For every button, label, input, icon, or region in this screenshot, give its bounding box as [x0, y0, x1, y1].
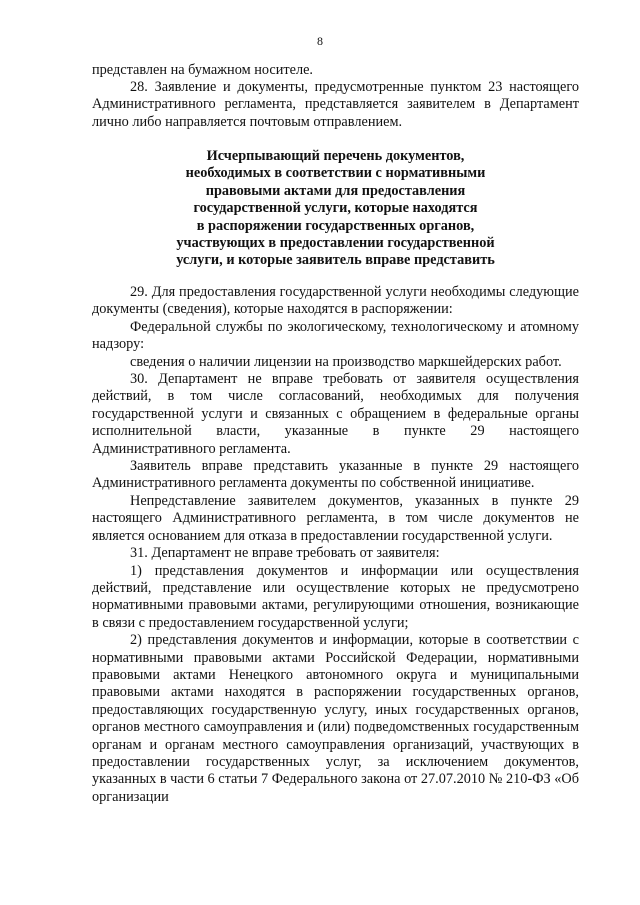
paragraph-29: 29. Для предоставления государственной услуги необходимы следующие документы (сведения), которые находятся в распоряжении: — [92, 284, 579, 318]
paragraph-31: 31. Департамент не вправе требовать от заявителя: — [130, 545, 440, 562]
paragraph-30: 30. Департамент не вправе требовать от заявителя осуществления действий, в том числе согласований, необходимых для получения государственной услуги и связанных с обращением в федеральные органы исполнительной власти, указанные в пункте 29 настоящего Административного регламента. — [92, 371, 579, 457]
paragraph-28: 28. Заявление и документы, предусмотренные пунктом 23 настоящего Административного регламента, представляется заявителем в Департамент лично либо направляется почтовым отправлением. — [92, 79, 579, 130]
paragraph-31-item-1: 1) представления документов и информации или осуществления действий, представление или осуществление которых не предусмотрено нормативными правовыми актами, регулирующими отношения, возникающие в связи с предоставлением государственной услуги; — [92, 562, 579, 631]
paragraph-agency: Федеральной службы по экологическому, технологическому и атомному надзору: — [92, 318, 579, 353]
paragraph-applicant-right: Заявитель вправе представить указанные в пункте 29 настоящего Административного регламента документы по собственной инициативе. — [92, 458, 579, 492]
heading-line: государственной услуги, которые находятся — [193, 200, 478, 217]
heading-line: в распоряжении государственных органов, — [196, 217, 475, 234]
paragraph-license: сведения о наличии лицензии на производство маркшейдерских работ. — [130, 353, 562, 370]
heading-line: услуги, и которые заявитель вправе представить — [176, 252, 495, 269]
heading-line: участвующих в предоставлении государственной — [176, 235, 495, 252]
heading-line: Исчерпывающий перечень документов, — [206, 148, 465, 164]
section-heading — [92, 148, 579, 270]
paragraph-non-submission: Непредставление заявителем документов, указанных в пункте 29 настоящего Административного регламента, в том числе документов не является основанием для отказа в предоставлении государственной услуги. — [92, 492, 579, 544]
heading-line: необходимых в соответствии с нормативными — [185, 165, 486, 182]
page-number: 8 — [317, 34, 323, 48]
paragraph-31-item-2: 2) представления документов и информации, которые в соответствии с нормативными правовыми актами Российской Федерации, нормативными правовыми актами Ненецкого автономного округа и муниципальными правовыми актами находятся в распоряжении государственных органов, предоставляющих государственную услугу, иных государственных органов, органов местного самоуправления и (или) подведомственных государственным органам и органам местного самоуправления организаций, участвующих в предоставлении государственных услуг, за исключением документов, указанных в части 6 статьи 7 Федерального закона от 27.07.2010 № 210-ФЗ «Об организации — [92, 632, 579, 805]
paragraph-continuation: представлен на бумажном носителе. — [92, 62, 313, 78]
body-text — [92, 284, 579, 806]
heading-line: правовыми актами для предоставления — [205, 182, 466, 199]
